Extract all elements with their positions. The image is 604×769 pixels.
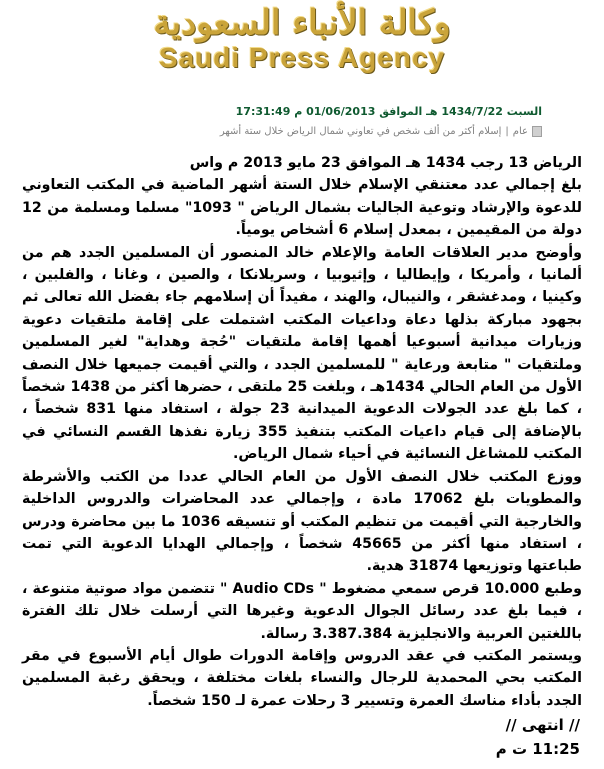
article-paragraph: ويستمر المكتب في عقد الدروس وإقامة الدورات طوال أيام الأسبوع في مقر المكتب بحي المحمدية للرجال والنساء بلغات مختلفة ، ويحقق رغبة المسلمين الجدد بأداء مناسك العمرة وتسيير 3 رحلات عمرة لـ 150 شخصاً. <box>22 647 582 709</box>
end-time: 11:25 ت م <box>495 740 580 758</box>
article-paragraph: وأوضح مدير العلاقات العامة والإعلام خالد المنصور أن المسلمين الجدد هم من ألمانيا ، وأمريكا ، وإيطاليا ، وإثيوبيا ، وسريلانكا ، والصين ، وغانا ، والفلبين ، وكينيا ، ومدغشقر ، والنيبال، والهند ، مفيداً أن إسلامهم جاء بفضل الله تعالى ثم بجهود مباركة بذلها دعاة وداعيات المكتب اشتملت على إقامة ملتقيات دعوية وزيارات ميدانية أسبوعيا أهمها إقامة ملتقيات "حُجة وهداية" لغير المسلمين وملتقيات " متابعة ورعاية " للمسلمين الجدد ، والتي أقيمت جميعها خلال النصف الأول من العام الحالي 1434هـ ، وبلغت 25 ملتقى ، حضرها أكثر من 1438 شخصاً ، كما بلغ عدد الجولات الدعوية الميدانية 23 جولة ، استفاد منها 831 شخصاً ، بالإضافة إلى قيام داعيات المكتب بتنفيذ 355 زيارة نفذها القسم النسائي في المكتب للمشاغل النسائية في أحياء شمال الرياض. <box>22 244 582 463</box>
agency-header <box>0 0 604 82</box>
agency-logo-arabic: وكالة الأنباء السعودية <box>153 3 451 43</box>
category-label[interactable]: عام <box>512 126 528 137</box>
publish-date: السبت 1434/7/22 هـ الموافق 01/06/2013 م 17:31:49 <box>235 105 542 118</box>
end-label: // انتهى // <box>505 716 580 734</box>
document-icon <box>532 126 542 137</box>
agency-logo-english: Saudi Press Agency <box>158 42 446 73</box>
headline: إسلام أكثر من ألف شخص في تعاوني شمال الرياض خلال ستة أشهر <box>219 126 502 137</box>
article-paragraph: ووزع المكتب خلال النصف الأول من العام الحالي عددا من الكتب والأشرطة والمطويات بلغ 17062 مادة ، وإجمالي عدد المحاضرات والدروس الداخلية والخارجية التي أقيمت من تنظيم المكتب أو تنسيقه 1036 ما بين محاضرة ودرس ، استفاد منها أكثر من 45665 شخصاً ، وإجمالي الهدايا الدعوية التي تمت طباعتها وتوزيعها 31874 هدية. <box>22 468 582 575</box>
article-paragraph: الرياض 13 رجب 1434 هـ الموافق 23 مايو 2013 م واس <box>189 155 582 171</box>
breadcrumb-separator: | <box>505 126 509 137</box>
article-body <box>22 152 582 712</box>
article-paragraph: وطبع 10.000 قرص سمعي مضغوط " Audio CDs " تتضمن مواد صوتية متنوعة ، ، فيما بلغ عدد رسائل الجوال الدعوية وغيرها التي أرسلت خلال تلك الفترة باللغتين العربية والانجليزية 3.387.384 رسالة. <box>22 580 582 642</box>
category-breadcrumb <box>220 126 542 137</box>
article-paragraph: بلغ إجمالي عدد معتنقي الإسلام خلال الستة أشهر الماضية في المكتب التعاوني للدعوة والإرشاد وتوعية الجاليات بشمال الرياض " 1093" مسلما ومسلمة من 12 دولة من المقيمين ، بمعدل إسلام 6 أشخاص يومياً. <box>22 177 582 239</box>
